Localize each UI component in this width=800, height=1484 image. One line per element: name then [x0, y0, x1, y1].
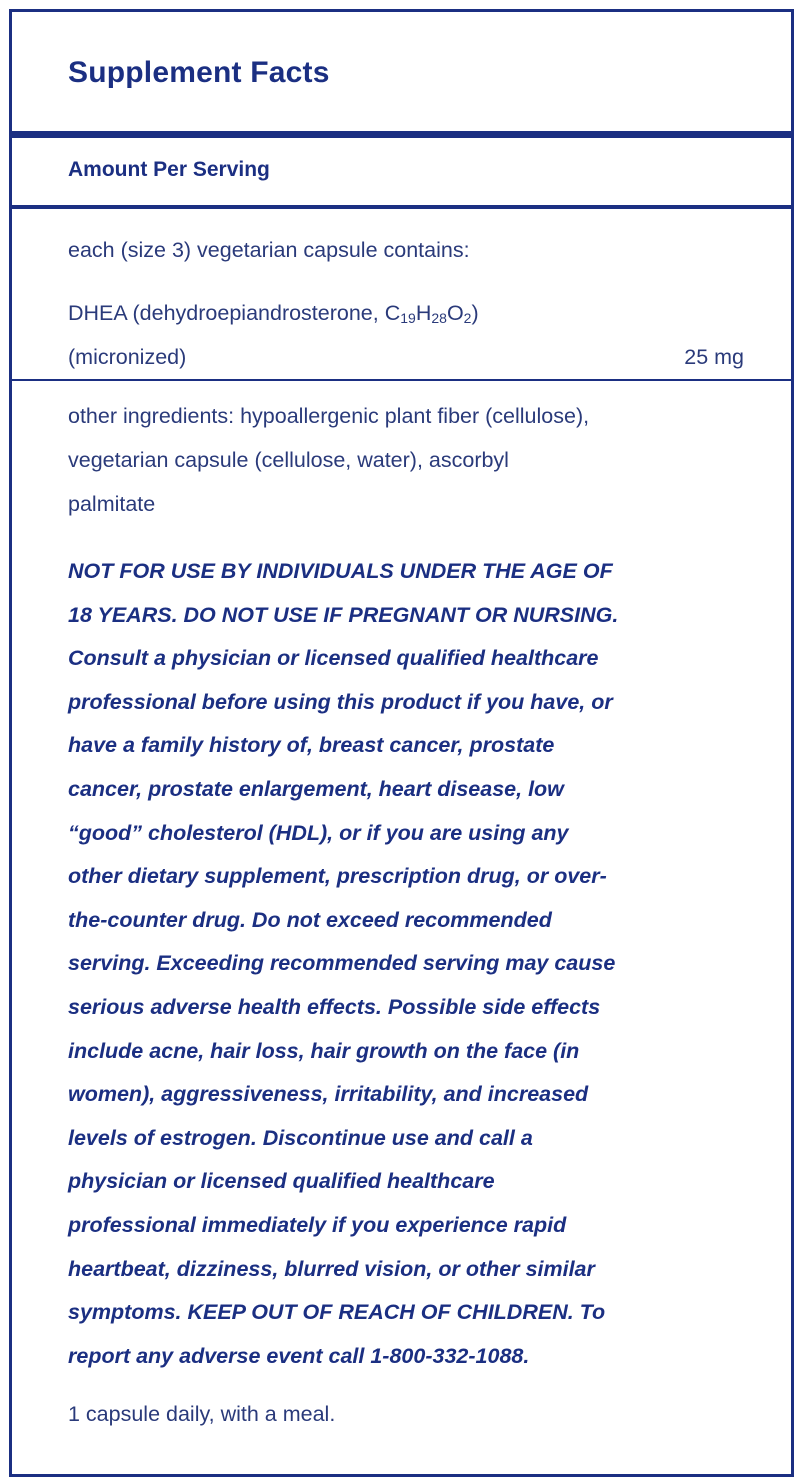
ingredients-divider [12, 379, 791, 381]
ingredient-amount: 25 mg [684, 345, 744, 369]
warning-line: the-counter drug. Do not exceed recommended [68, 907, 552, 932]
ingredient-form: (micronized) [68, 345, 187, 369]
other-ingredients-line: vegetarian capsule (cellulose, water), ascorbyl [68, 448, 509, 472]
warning-line: NOT FOR USE BY INDIVIDUALS UNDER THE AGE OF [68, 559, 613, 583]
warning-line: cancer, prostate enlargement, heart disease, low [68, 776, 564, 801]
serving-description: each (size 3) vegetarian capsule contains: [68, 238, 470, 262]
warning-line: professional immediately if you experience rapid [68, 1212, 567, 1237]
other-ingredients-line: palmitate [68, 492, 156, 516]
formula-hydrogen: H [415, 301, 432, 325]
warning-line: have a family history of, breast cancer, prostate [68, 733, 555, 758]
warning-line: other dietary supplement, prescription drug, or over- [68, 864, 607, 889]
ingredient-form-row [68, 335, 744, 379]
warning-line: physician or licensed qualified healthcare [68, 1169, 495, 1194]
warning-line: heartbeat, dizziness, blurred vision, or other similar [68, 1256, 595, 1281]
title-divider [12, 131, 791, 138]
warning-line: “good” cholesterol (HDL), or if you are using any [68, 820, 569, 845]
warning-line: professional before using this product if you have, or [68, 689, 613, 714]
warning-line: report any adverse event call 1-800-332-1088. [68, 1343, 530, 1368]
ingredient-name-suffix: ) [471, 301, 479, 325]
formula-subscript-carbon: 19 [400, 310, 416, 326]
supplement-facts-panel [9, 9, 794, 1477]
warning-line: serving. Exceeding recommended serving may cause [68, 951, 616, 976]
warning-line: symptoms. KEEP OUT OF REACH OF CHILDREN. To [68, 1300, 606, 1325]
warning-line: 18 YEARS. DO NOT USE IF PREGNANT OR NURSING. [68, 602, 619, 627]
directions: 1 capsule daily, with a meal. [68, 1402, 336, 1426]
formula-subscript-hydrogen: 28 [431, 310, 447, 326]
panel-title: Supplement Facts [68, 56, 330, 89]
other-ingredients [68, 394, 589, 526]
other-ingredients-line: other ingredients: hypoallergenic plant fiber (cellulose), [68, 404, 590, 428]
ingredient-name-row [68, 291, 744, 335]
warning-statement [68, 550, 738, 1378]
formula-subscript-oxygen: 2 [463, 310, 472, 326]
warning-line: levels of estrogen. Discontinue use and call a [68, 1125, 533, 1150]
warning-line: include acne, hair loss, hair growth on the face (in [68, 1038, 580, 1063]
warning-line: serious adverse health effects. Possible side effects [68, 994, 601, 1019]
serving-header-divider [12, 205, 791, 209]
ingredient-name-prefix: DHEA (dehydroepiandrosterone, C [68, 301, 401, 325]
warning-line: women), aggressiveness, irritability, and increased [68, 1082, 589, 1107]
formula-oxygen: O [446, 301, 464, 325]
warning-line: Consult a physician or licensed qualified healthcare [68, 646, 599, 671]
amount-per-serving-heading: Amount Per Serving [68, 158, 270, 181]
